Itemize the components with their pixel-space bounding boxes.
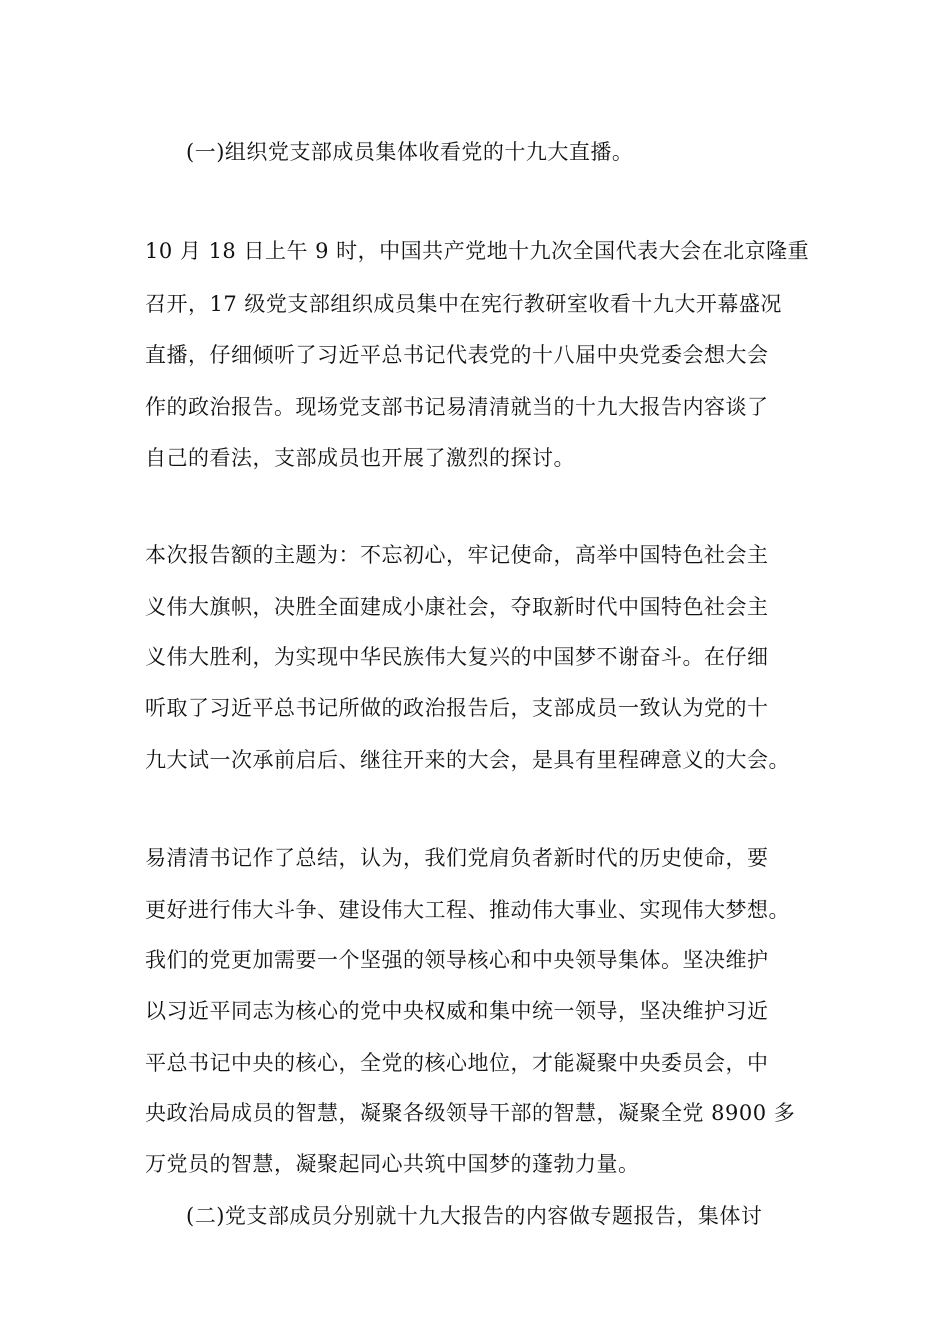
paragraph-line: 平总书记中央的核心，全党的核心地位，才能凝聚中央委员会，中 xyxy=(145,1051,769,1075)
paragraph-line: 义伟大旗帜，决胜全面建成小康社会，夺取新时代中国特色社会主 xyxy=(145,595,769,619)
paragraph-line: 自己的看法，支部成员也开展了激烈的探讨。 xyxy=(145,446,575,470)
paragraph-line: 作的政治报告。现场党支部书记易清清就当的十九大报告内容谈了 xyxy=(145,395,769,419)
paragraph-line: 易清清书记作了总结，认为，我们党肩负者新时代的历史使命，要 xyxy=(145,846,769,870)
section-heading-2: (二)党支部成员分别就十九大报告的内容做专题报告，集体讨 xyxy=(186,1204,763,1228)
paragraph-line: 央政治局成员的智慧，凝聚各级领导干部的智慧，凝聚全党 8900 多 xyxy=(145,1101,796,1125)
paragraph-line: 九大试一次承前启后、继往开来的大会，是具有里程碑意义的大会。 xyxy=(145,748,790,772)
paragraph-line: 听取了习近平总书记所做的政治报告后，支部成员一致认为党的十 xyxy=(145,696,769,720)
paragraph-line: 义伟大胜利，为实现中华民族伟大复兴的中国梦不谢奋斗。在仔细 xyxy=(145,645,769,669)
paragraph-line: 万党员的智慧，凝聚起同心共筑中国梦的蓬勃力量。 xyxy=(145,1152,640,1176)
paragraph-line: 以习近平同志为核心的党中央权威和集中统一领导，坚决维护习近 xyxy=(145,999,769,1023)
paragraph-line: 直播，仔细倾听了习近平总书记代表党的十八届中央党委会想大会 xyxy=(145,343,769,367)
paragraph-line: 召开，17 级党支部组织成员集中在宪行教研室收看十九大开幕盛况 xyxy=(145,292,782,316)
paragraph-line: 10 月 18 日上午 9 时，中国共产党地十九次全国代表大会在北京隆重 xyxy=(145,239,810,263)
paragraph-line: 本次报告额的主题为：不忘初心，牢记使命，高举中国特色社会主 xyxy=(145,543,769,567)
paragraph-line: 更好进行伟大斗争、建设伟大工程、推动伟大事业、实现伟大梦想。 xyxy=(145,898,790,922)
paragraph-line: 我们的党更加需要一个坚强的领导核心和中央领导集体。坚决维护 xyxy=(145,948,769,972)
section-heading-1: (一)组织党支部成员集体收看党的十九大直播。 xyxy=(186,140,634,164)
